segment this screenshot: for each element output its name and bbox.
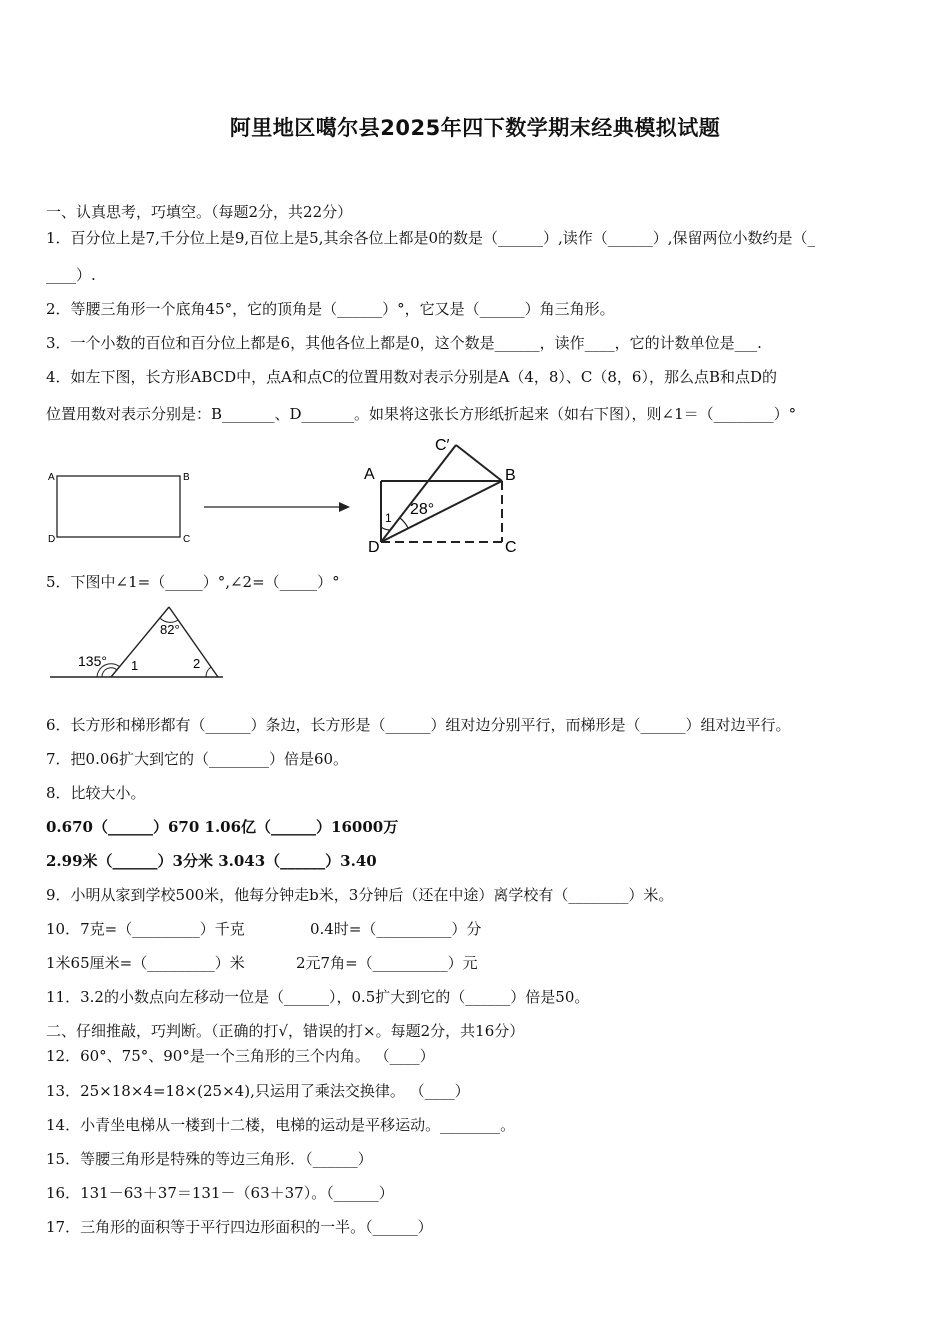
angle-2-label: 2 <box>193 656 201 671</box>
label-c: C <box>505 539 517 556</box>
question-17: 17．三角形的面积等于平行四边形面积的一半。（______） <box>46 1218 433 1236</box>
question-4-cont: 位置用数对表示分别是：B_______、D_______。如果将这张长方形纸折起来（如右下图），则∠1＝（________）° <box>46 405 797 423</box>
angle-1-label: 1 <box>131 658 139 673</box>
arrow-icon <box>204 500 354 514</box>
label-c: C <box>183 534 191 545</box>
question-10-a: 10．7克=（_________）千克 <box>46 920 245 938</box>
question-10-b: 0.4时=（__________）分 <box>310 920 482 938</box>
figure-5-triangle <box>48 600 233 684</box>
label-b: B <box>183 472 190 483</box>
figure-4-folded <box>360 434 530 558</box>
question-8: 8．比较大小。 <box>46 784 146 802</box>
question-1-cont: ____）. <box>46 266 96 284</box>
figure-4-rectangle <box>44 466 204 548</box>
question-10-c: 1米65厘米=（_________）米 <box>46 954 245 972</box>
question-4: 4．如左下图，长方形ABCD中，点A和点C的位置用数对表示分别是A（4，8）、C（8，6），那么点B和点D的 <box>46 368 778 386</box>
question-1: 1．百分位上是7,千分位上是9,百位上是5,其余各位上都是0的数是（______）,读作（______）,保留两位小数约是（_ <box>46 229 816 247</box>
label-b: B <box>505 467 516 484</box>
section-2-heading: 二、仔细推敲，巧判断。（正确的打√，错误的打×。每题2分，共16分） <box>46 1022 525 1040</box>
label-d: D <box>368 539 380 556</box>
question-10-d: 2元7角=（__________）元 <box>296 954 478 972</box>
question-8-row-1: 0.670（______）670 1.06亿（______）16000万 <box>46 818 399 836</box>
question-9: 9．小明从家到学校500米，他每分钟走b米，3分钟后（还在中途）离学校有（________）米。 <box>46 886 674 904</box>
question-6: 6．长方形和梯形都有（______）条边，长方形是（______）组对边分别平行，而梯形是（______）组对边平行。 <box>46 716 791 734</box>
question-3: 3．一个小数的百位和百分位上都是6，其他各位上都是0，这个数是______，读作____，它的计数单位是___. <box>46 334 762 352</box>
question-12: 12．60°、75°、90°是一个三角形的三个内角。 （____） <box>46 1047 435 1065</box>
question-14: 14．小青坐电梯从一楼到十二楼，电梯的运动是平移运动。________。 <box>46 1116 516 1134</box>
page-title: 阿里地区噶尔县2025年四下数学期末经典模拟试题 <box>229 116 721 140</box>
question-15: 15．等腰三角形是特殊的等边三角形．（______） <box>46 1150 373 1168</box>
label-d: D <box>48 534 56 545</box>
angle-1-label: 1 <box>385 511 392 525</box>
top-angle-label: 82° <box>160 622 180 637</box>
section-1-heading: 一、认真思考，巧填空。（每题2分，共22分） <box>46 203 353 221</box>
question-5: 5．下图中∠1=（_____）°,∠2=（_____）° <box>46 573 340 591</box>
question-8-row-2: 2.99米（______）3分米 3.043（______）3.40 <box>46 852 377 870</box>
label-a: A <box>364 466 375 483</box>
outer-angle-label: 135° <box>78 653 107 669</box>
question-13: 13．25×18×4=18×(25×4),只运用了乘法交换律。 （____） <box>46 1082 470 1100</box>
label-c-prime: C′ <box>435 437 450 454</box>
label-a: A <box>48 472 55 483</box>
question-16: 16．131－63＋37＝131－（63＋37）。（______） <box>46 1184 394 1202</box>
question-2: 2．等腰三角形一个底角45°，它的顶角是（______）°，它又是（______）角三角形。 <box>46 300 615 318</box>
question-11: 11．3.2的小数点向左移动一位是（______），0.5扩大到它的（______）倍是50。 <box>46 988 590 1006</box>
angle-28-label: 28° <box>410 501 435 518</box>
question-7: 7．把0.06扩大到它的（________）倍是60。 <box>46 750 349 768</box>
